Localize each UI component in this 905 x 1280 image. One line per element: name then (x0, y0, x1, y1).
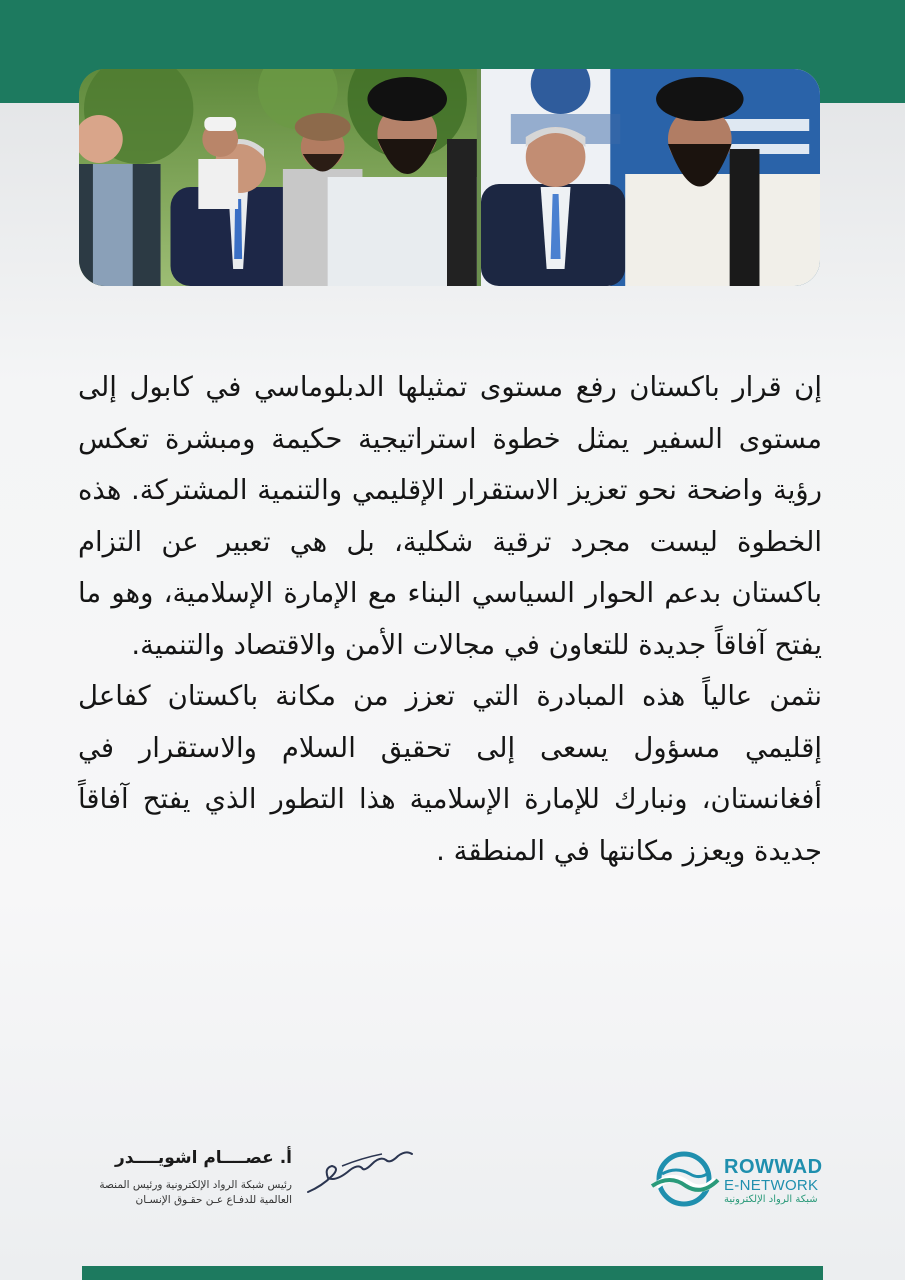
logo-name-ar: شبكة الرواد الإلكترونية (724, 1194, 818, 1205)
signatory-role-line-1: رئيس شبكة الرواد الإلكترونية ورئيس المنصة (99, 1179, 292, 1191)
signatory-role-line-2: العالمية للدفـاع عـن حقـوق الإنسـان (135, 1194, 292, 1206)
statement-paragraph-2: نثمن عالياً هذه المبادرة التي تعزز من مكانة باكستان كفاعل إقليمي مسؤول يسعى إلى تحقيق السلام والاستقرار في أفغانستان، ونبارك للإمارة الإسلامية هذا التطور الذي يفتح آفاقاً جديدة ويعزز مكانتها في المنطقة . (78, 680, 822, 867)
rowwad-logo (648, 1148, 838, 1208)
photo-handshake (481, 69, 820, 286)
logo-name-en-1: ROWWAD (724, 1156, 823, 1178)
handwritten-signature (302, 1142, 418, 1198)
news-photo-collage (79, 69, 820, 286)
rowwad-logo-mark-icon (648, 1150, 720, 1208)
logo-name-en-2: E-NETWORK (724, 1177, 819, 1194)
photo-meeting-walk (79, 69, 477, 286)
bottom-footer-band (82, 1266, 823, 1280)
signatory-name: أ. عصــــام اشويــــدر (114, 1148, 292, 1168)
statement-body (78, 362, 822, 877)
statement-paragraph-1: إن قرار باكستان رفع مستوى تمثيلها الدبلوماسي في كابول إلى مستوى السفير يمثل خطوة استراتيجية حكيمة ومبشرة تعكس رؤية واضحة نحو تعزيز الاستقرار الإقليمي والتنمية المشتركة. هذه الخطوة ليست مجرد ترقية شكلية، بل هي تعبير عن التزام باكستان بدعم الحوار السياسي البناء مع الإمارة الإسلامية، وهو ما يفتح آفاقاً جديدة للتعاون في مجالات الأمن والاقتصاد والتنمية. (78, 371, 822, 661)
signatory-role (80, 1178, 292, 1208)
